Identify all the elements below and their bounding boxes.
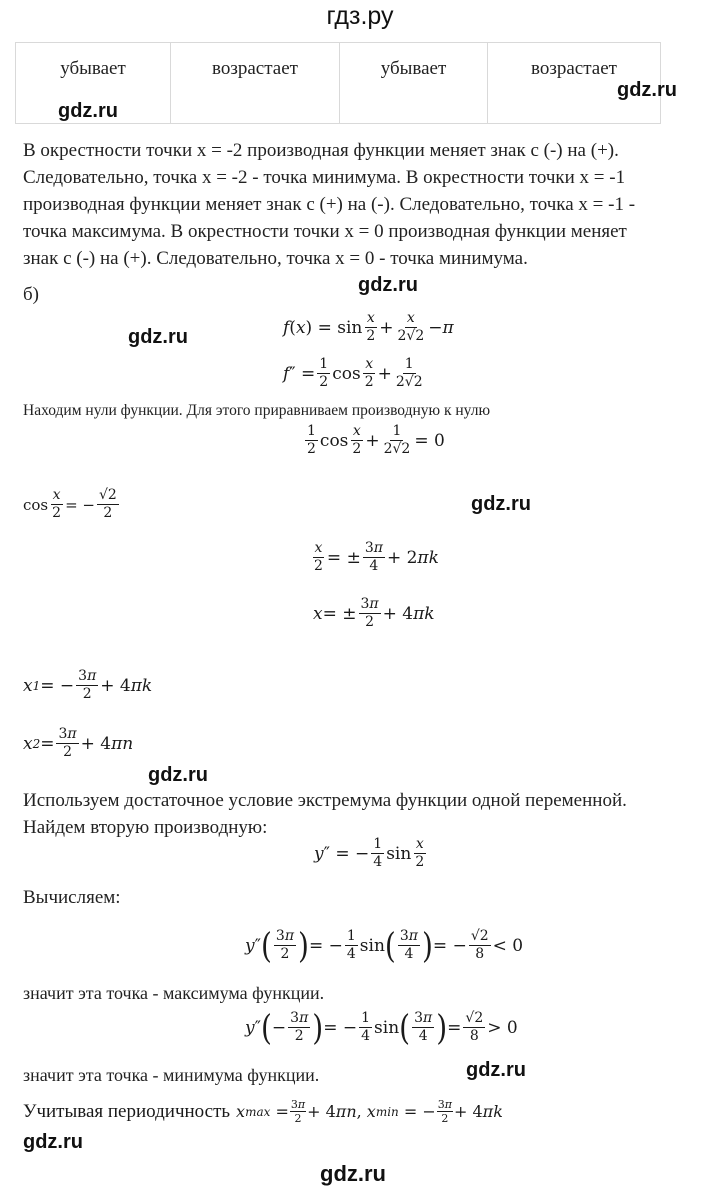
part-b-label: б): [23, 284, 39, 305]
max-check-formula: y ″ ( $\frac{3\pi}{2}$ ) = − $\frac{1}{4}$ sin ( $\frac{3\pi}{4}$ ) = − $\frac{√2}{8}$ < 0: [245, 924, 524, 966]
x2-solution: x 2 = $\frac{3\pi}{2}$ + 4 πn: [23, 726, 134, 760]
half-angle-solution: $\frac{x}{2}$ = ± $\frac{3\pi}{4}$ + 2 πk: [314, 540, 439, 574]
paragraph-line: Следовательно, точка x = -2 - точка минимума. В окрестности точки x = -1: [23, 167, 626, 188]
paragraph-line: точка максимума. В окрестности точки x = 0 производная функции меняет: [23, 221, 627, 242]
sign-cell: убывает: [340, 43, 488, 124]
watermark: gdz.ru: [617, 79, 677, 101]
paragraph-line: В окрестности точки x = -2 производная функции меняет знак с (-) на (+).: [23, 140, 619, 161]
text-maximum: значит эта точка - максимума функции.: [23, 983, 325, 1003]
general-solution: x = ± $\frac{3\pi}{2}$ + 4 πk: [313, 596, 435, 630]
watermark: gdz.ru: [128, 326, 188, 348]
x1-solution: x 1 = − $\frac{3\pi}{2}$ + 4 πk: [23, 668, 153, 702]
watermark: gdz.ru: [23, 1131, 83, 1153]
cos-equation: cos $\frac{x}{2}$ = − $\frac{√2}{2}$: [23, 487, 117, 521]
watermark: gdz.ru: [320, 1161, 386, 1186]
derivative-formula: f ″ = $\frac{1}{2}$ cos $\frac{x}{2}$ + $\frac{1}{2√2}$: [283, 356, 423, 390]
watermark: gdz.ru: [358, 274, 418, 296]
text-periodicity: Учитывая периодичность: [23, 1100, 231, 1122]
text-sufficient-condition: Используем достаточное условие экстремума функции одной переменной.: [23, 790, 627, 811]
second-derivative-formula: y ″ = − $\frac{1}{4}$ sin $\frac{x}{2}$: [314, 836, 425, 870]
watermark: gdz.ru: [148, 764, 208, 786]
text-compute: Вычисляем:: [23, 887, 121, 908]
paragraph-line: знак с (-) на (+). Следовательно, точка x = 0 - точка минимума.: [23, 248, 528, 269]
zero-equation: $\frac{1}{2}$ cos $\frac{x}{2}$ + $\frac{1}{2√2}$ = 0: [307, 423, 445, 457]
site-header: гдз.ру: [326, 2, 394, 30]
periodicity-line: Учитывая периодичность x max = $\frac{3\pi}{2}$ + 4 πn , x min = − $\frac{3\pi}{2}$ + 4 πk: [23, 1098, 503, 1125]
min-check-formula: y ″ ( − $\frac{3\pi}{2}$ ) = − $\frac{1}{4}$ sin ( $\frac{3\pi}{4}$ ) = $\frac{√2}{8}$ > 0: [245, 1006, 518, 1048]
watermark: gdz.ru: [58, 100, 118, 122]
sign-cell: возрастает: [171, 43, 340, 124]
sign-cell: убывает: [16, 43, 171, 124]
text-minimum: значит эта точка - минимума функции.: [23, 1065, 320, 1085]
paragraph-line: производная функции меняет знак с (+) на (-). Следовательно, точка x = -1 -: [23, 194, 636, 215]
text-find-zeros: Находим нули функции. Для этого приравниваем производную к нулю: [23, 402, 491, 419]
watermark: gdz.ru: [471, 493, 531, 515]
function-formula: f ( x ) = sin $\frac{x}{2}$ + $\frac{x}{2√2}$ − π: [283, 310, 454, 344]
watermark: gdz.ru: [466, 1059, 526, 1081]
text-second-derivative: Найдем вторую производную:: [23, 817, 268, 838]
sign-cell: возрастает: [488, 43, 661, 124]
